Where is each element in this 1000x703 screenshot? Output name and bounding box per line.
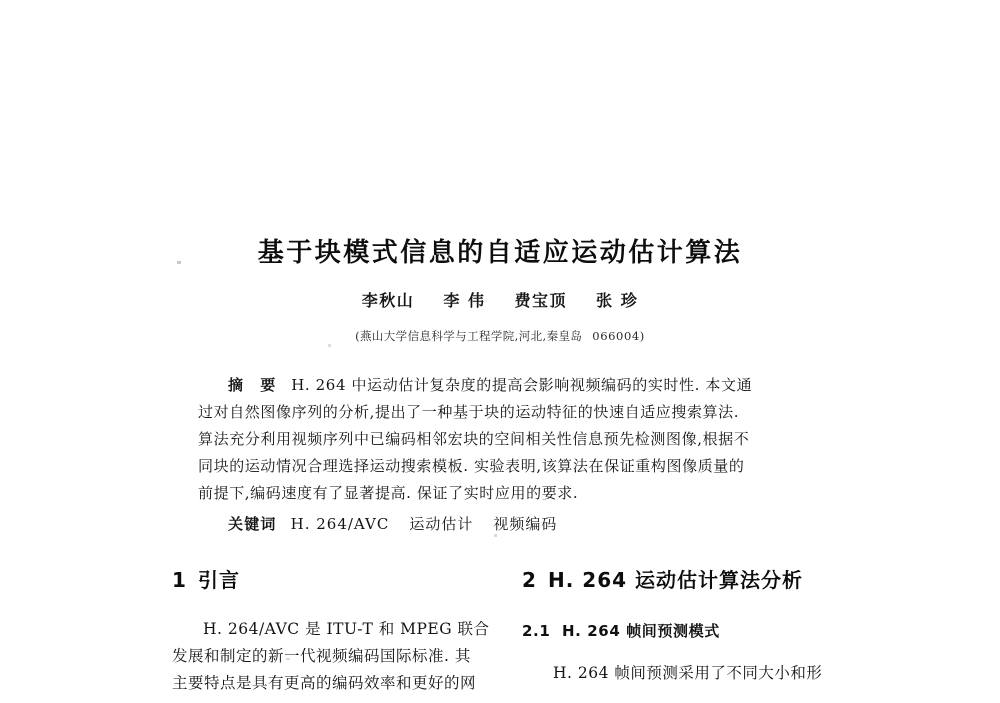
scan-artifact-speck bbox=[328, 344, 331, 347]
author-name: 李秋山 bbox=[361, 291, 415, 310]
keyword: H. 264/AVC bbox=[290, 515, 390, 533]
paragraph-text: H. 264/AVC 是 ITU-T 和 MPEG 联合 bbox=[203, 620, 490, 638]
abstract-label: 摘 要 bbox=[228, 376, 282, 394]
section-number: 2 bbox=[522, 568, 537, 592]
section-title: 引言 bbox=[198, 568, 240, 592]
paragraph-line bbox=[172, 616, 502, 643]
author-list bbox=[0, 290, 1000, 312]
author-name: 费宝顶 bbox=[514, 291, 568, 310]
subsection-number: 2.1 bbox=[522, 622, 551, 640]
keywords-line bbox=[198, 511, 804, 538]
author-name: 张 珍 bbox=[596, 291, 639, 310]
abstract-block bbox=[198, 372, 804, 538]
abstract-line: 过对自然图像序列的分析,提出了一种基于块的运动特征的快速自适应搜索算法. bbox=[198, 403, 740, 421]
section-title: H. 264 运动估计算法分析 bbox=[548, 568, 804, 592]
abstract-line: 同块的运动情况合理选择运动搜索模板. 实验表明,该算法在保证重构图像质量的 bbox=[198, 457, 745, 475]
affiliation-postal-code: 066004) bbox=[592, 329, 645, 343]
affiliation-text: (燕山大学信息科学与工程学院,河北,秦皇岛 bbox=[355, 329, 583, 343]
paragraph-left bbox=[172, 616, 502, 697]
column-right bbox=[522, 566, 852, 687]
affiliation bbox=[0, 328, 1000, 344]
keywords-label: 关键词 bbox=[228, 515, 277, 533]
section-heading-2 bbox=[522, 566, 852, 594]
subsection-heading-2-1 bbox=[522, 620, 852, 642]
author-name: 李 伟 bbox=[443, 291, 486, 310]
section-number: 1 bbox=[172, 568, 187, 592]
keyword: 视频编码 bbox=[493, 515, 558, 533]
title-block bbox=[0, 236, 1000, 344]
paragraph-right bbox=[522, 660, 852, 687]
paragraph-line bbox=[522, 660, 852, 687]
paragraph-text: H. 264 帧间预测采用了不同大小和形 bbox=[553, 664, 823, 682]
paragraph-line: 发展和制定的新一代视频编码国际标准. 其 bbox=[172, 647, 471, 665]
abstract-line bbox=[198, 372, 804, 399]
abstract-text: H. 264 中运动估计复杂度的提高会影响视频编码的实时性. 本文通 bbox=[291, 376, 753, 394]
subsection-title: H. 264 帧间预测模式 bbox=[562, 622, 720, 640]
abstract-line: 算法充分利用视频序列中已编码相邻宏块的空间相关性信息预先检测图像,根据不 bbox=[198, 430, 750, 448]
section-heading-1 bbox=[172, 566, 502, 594]
page-title: 基于块模式信息的自适应运动估计算法 bbox=[257, 238, 743, 268]
paragraph-line: 主要特点是具有更高的编码效率和更好的网 bbox=[172, 674, 477, 692]
keyword: 运动估计 bbox=[409, 515, 474, 533]
abstract-line: 前提下,编码速度有了显著提高. 保证了实时应用的要求. bbox=[198, 484, 579, 502]
column-left bbox=[172, 566, 502, 697]
